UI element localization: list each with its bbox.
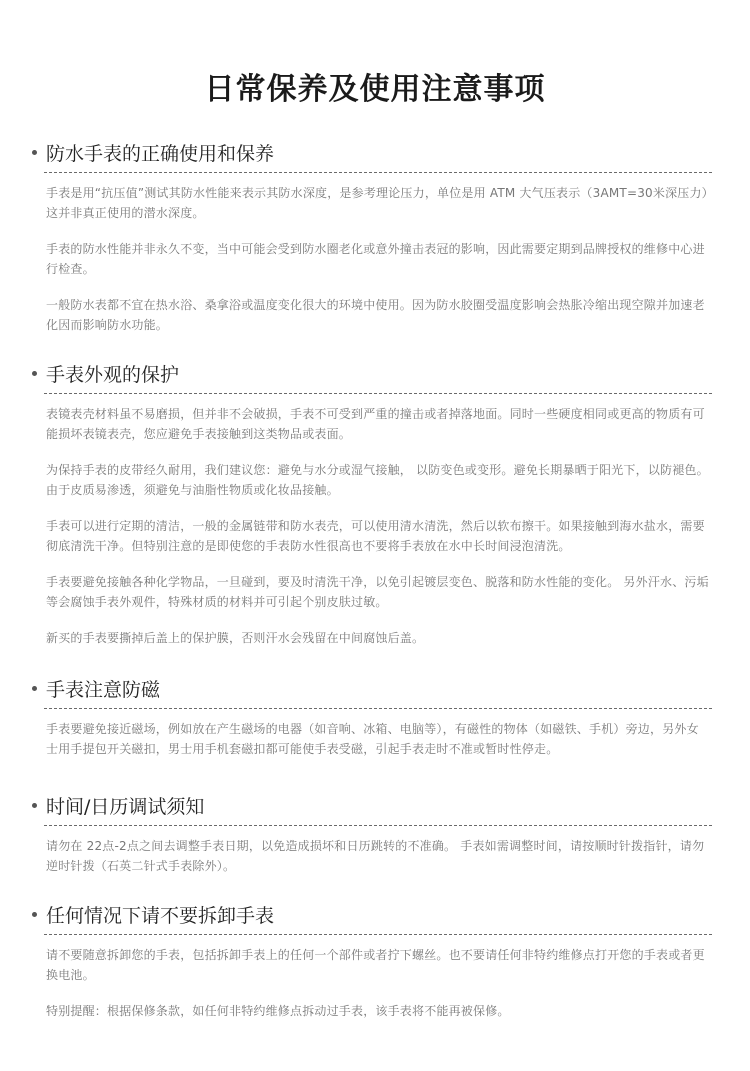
paragraph: 请不要随意拆卸您的手表，包括拆卸手表上的任何一个部件或者拧下螺丝。也不要请任何非特约维修点打开您的手表或者更换电池。 xyxy=(46,948,705,982)
section-title: 手表注意防磁 xyxy=(46,678,161,701)
paragraph: 特别提醒：根据保修条款，如任何非特约维修点拆动过手表，该手表将不能再被保修。 xyxy=(46,1004,510,1018)
bullet-icon xyxy=(32,686,37,691)
section-title: 时间/日历调试须知 xyxy=(46,795,205,818)
section-no-disassembly xyxy=(32,900,712,1021)
paragraph: 为保持手表的皮带经久耐用，我们建议您：避免与水分或湿气接触， 以防变色或变形。避免长期暴晒于阳光下，以防褪色。由于皮质易渗透，须避免与油脂性物质或化妆品接触。 xyxy=(46,463,709,497)
section-header xyxy=(32,359,712,387)
paragraph: 手表是用“抗压值”测试其防水性能来表示其防水深度，是参考理论压力，单位是用 ATM 大气压表示（3AMT=30米深压力）这并非真正使用的潜水深度。 xyxy=(46,186,708,220)
section-body xyxy=(32,394,712,648)
section-body xyxy=(32,709,712,759)
bullet-icon xyxy=(32,371,37,376)
paragraph: 表镜表壳材料虽不易磨损，但并非不会破损，手表不可受到严重的撞击或者掉落地面。同时一些硬度相同或更高的物质有可能损坏表镜表壳，您应避免手表接触到这类物品或表面。 xyxy=(46,407,705,441)
paragraph: 手表的防水性能并非永久不变，当中可能会受到防水圈老化或意外撞击表冠的影响，因此需要定期到品牌授权的维修中心进行检查。 xyxy=(46,242,705,276)
section-header xyxy=(32,900,712,928)
section-title: 手表外观的保护 xyxy=(46,363,180,386)
section-header xyxy=(32,674,712,702)
paragraph: 新买的手表要撕掉后盖上的保护膜，否则汗水会残留在中间腐蚀后盖。 xyxy=(46,631,425,645)
section-header xyxy=(32,138,712,166)
paragraph: 一般防水表都不宜在热水浴、桑拿浴或温度变化很大的环境中使用。因为防水胶圈受温度影响会热胀冷缩出现空隙并加速老化因而影响防水功能。 xyxy=(46,298,705,332)
section-antimagnetic xyxy=(32,674,712,759)
paragraph: 请勿在 22点-2点之间去调整手表日期，以免造成损坏和日历跳转的不准确。 手表如需调整时间，请按顺时针拨指针，请勿逆时针拨（石英二针式手表除外）。 xyxy=(46,839,705,873)
section-body xyxy=(32,935,712,1021)
bullet-icon xyxy=(32,803,37,808)
section-appearance xyxy=(32,359,712,648)
section-body xyxy=(32,826,712,876)
bullet-icon xyxy=(32,912,37,917)
section-title: 任何情况下请不要拆卸手表 xyxy=(46,904,275,927)
paragraph: 手表可以进行定期的清洁，一般的金属链带和防水表壳，可以使用清水清洗，然后以软布擦干。如果接触到海水盐水，需要彻底清洗干净。但特别注意的是即使您的手表防水性很高也不要将手表放在水中长时间浸泡清洗。 xyxy=(46,519,705,553)
section-time-calendar xyxy=(32,791,712,876)
section-body xyxy=(32,173,712,335)
paragraph: 手表要避免接近磁场，例如放在产生磁场的电器（如音响、冰箱、电脑等），有磁性的物体（如磁铁、手机）旁边，另外女士用手提包开关磁扣，男士用手机套磁扣都可能使手表受磁，引起手表走时不准或暂时性停走。 xyxy=(46,722,699,756)
section-header xyxy=(32,791,712,819)
section-waterproof xyxy=(32,138,712,335)
paragraph: 手表要避免接触各种化学物品，一旦碰到，要及时清洗干净，以免引起镀层变色、脱落和防水性能的变化。 另外汗水、污垢等会腐蚀手表外观件，特殊材质的材料并可引起个别皮肤过敏。 xyxy=(46,575,709,609)
bullet-icon xyxy=(32,150,37,155)
section-title: 防水手表的正确使用和保养 xyxy=(46,142,275,165)
page-title: 日常保养及使用注意事项 xyxy=(204,72,546,107)
